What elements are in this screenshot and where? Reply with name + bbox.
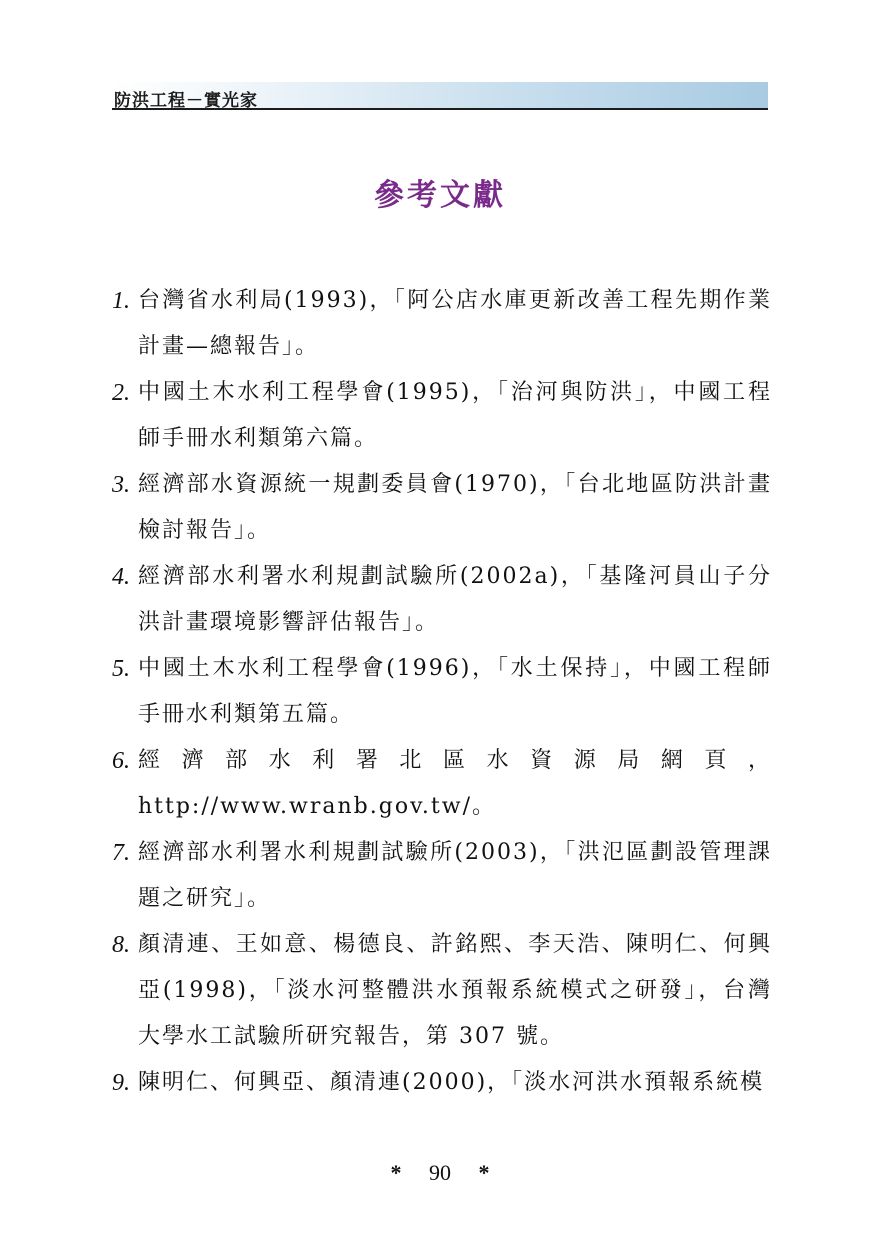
reference-text: 經濟部水資源統一規劃委員會(1970)，「台北地區防洪計畫檢討報告」。	[138, 472, 772, 543]
page-number: 90	[429, 1160, 451, 1185]
reference-number: 1.	[112, 288, 130, 314]
reference-number: 8.	[112, 932, 130, 958]
reference-item	[112, 738, 772, 830]
reference-text: 顏清連、王如意、楊德良、許銘熙、李天浩、陳明仁、何興亞(1998)，「淡水河整體洪水預報系統模式之研發」，台灣大學水工試驗所研究報告，第 307 號。	[138, 932, 772, 1049]
page-title: 參考文獻	[374, 178, 506, 213]
reference-item	[112, 922, 772, 1060]
reference-text: 經濟部水利署水利規劃試驗所(2003)，「洪氾區劃設管理課題之研究」。	[138, 840, 772, 911]
reference-item	[112, 554, 772, 646]
page-footer	[0, 1160, 880, 1186]
running-header: 防洪工程－實光家	[114, 91, 258, 111]
reference-number: 9.	[112, 1070, 130, 1096]
reference-text: 中國土木水利工程學會(1996)，「水土保持」，中國工程師手冊水利類第五篇。	[138, 656, 772, 727]
reference-list	[112, 278, 772, 1106]
reference-text: 台灣省水利局(1993)，「阿公店水庫更新改善工程先期作業計畫—總報告」。	[138, 288, 772, 359]
reference-number: 6.	[112, 748, 130, 774]
reference-item	[112, 370, 772, 462]
reference-number: 5.	[112, 656, 130, 682]
reference-text: 陳明仁、何興亞、顏清連(2000)，「淡水河洪水預報系統模	[138, 1070, 765, 1095]
reference-text: 中國土木水利工程學會(1995)，「治河與防洪」，中國工程師手冊水利類第六篇。	[138, 380, 772, 451]
reference-item	[112, 646, 772, 738]
reference-item	[112, 462, 772, 554]
reference-number: 7.	[112, 840, 130, 866]
reference-item	[112, 1060, 772, 1106]
reference-text: 經濟部水利署北區水資源局網頁，http://www.wranb.gov.tw/。	[138, 748, 772, 819]
reference-text: 經濟部水利署水利規劃試驗所(2002a)，「基隆河員山子分洪計畫環境影響評估報告」。	[138, 564, 772, 635]
footer-star-right: *	[478, 1160, 490, 1185]
reference-number: 4.	[112, 564, 130, 590]
reference-item	[112, 830, 772, 922]
reference-number: 3.	[112, 472, 130, 498]
reference-item	[112, 278, 772, 370]
reference-number: 2.	[112, 380, 130, 406]
footer-star-left: *	[390, 1160, 402, 1185]
